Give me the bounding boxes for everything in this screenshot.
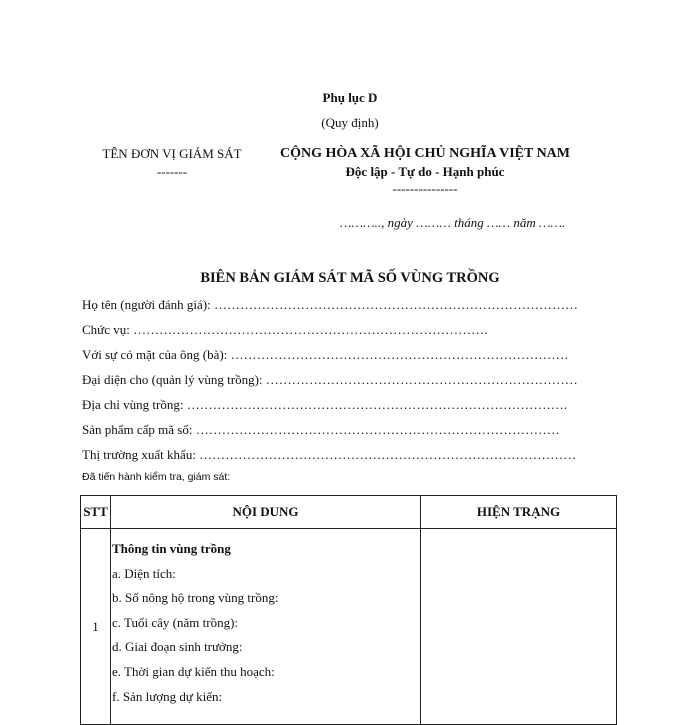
field-representative: Đại diện cho (quản lý vùng trồng): ……………………………………………………………… — [82, 372, 578, 387]
row-stt: 1 — [81, 529, 111, 725]
row-status — [421, 529, 617, 725]
national-motto: Độc lập - Tự do - Hạnh phúc — [345, 164, 505, 179]
field-address: Địa chỉ vùng trồng: ……………………………………………………………………………. — [82, 397, 567, 412]
header-stt: STT — [81, 496, 111, 529]
inspection-table-container — [80, 495, 617, 725]
table-header-row — [81, 496, 617, 529]
row-content — [111, 529, 421, 725]
date-line: ……….., ngày ……… tháng …… năm ……. — [340, 215, 566, 230]
header-content: NỘI DUNG — [111, 496, 421, 529]
motto-divider: --------------- — [392, 181, 458, 196]
supervising-unit-name: TÊN ĐƠN VỊ GIÁM SÁT — [102, 146, 242, 161]
group-title: Thông tin vùng trồng — [112, 541, 231, 556]
item-area: a. Diện tích: — [112, 565, 176, 581]
inspection-table — [80, 495, 617, 725]
appendix-subtitle: (Quy định) — [321, 115, 379, 130]
field-product: Sản phẩm cấp mã số: ………………………………………………………………………… — [82, 422, 560, 437]
item-plant-age: c. Tuổi cây (năm trồng): — [112, 614, 239, 630]
field-export-market: Thị trường xuất khẩu: …………………………………………………………………………… — [82, 447, 577, 462]
unit-divider: ------- — [156, 164, 188, 179]
item-harvest-time: e. Thời gian dự kiến thu hoạch: — [112, 663, 275, 679]
item-expected-yield: f. Sản lượng dự kiến: — [112, 688, 223, 704]
field-assessor-name: Họ tên (người đánh giá): ………………………………………………………………………… — [82, 297, 578, 312]
report-title: BIÊN BẢN GIÁM SÁT MÃ SỐ VÙNG TRỒNG — [200, 270, 500, 286]
inspection-intro: Đã tiến hành kiểm tra, giám sát: — [82, 471, 231, 483]
header-status: HIỆN TRẠNG — [421, 496, 617, 529]
item-growth-stage: d. Giai đoạn sinh trưởng: — [112, 639, 243, 655]
appendix-title: Phụ lục D — [322, 90, 378, 105]
field-presence: Với sự có mặt của ông (bà): …………………………………………………………………… — [82, 347, 569, 362]
field-position: Chức vụ: ………………………………………………………………………. — [82, 322, 488, 337]
nation-name: CỘNG HÒA XÃ HỘI CHỦ NGHĨA VIỆT NAM — [279, 146, 570, 161]
item-households: b. Số nông hộ trong vùng trồng: — [112, 590, 279, 606]
table-row — [81, 529, 617, 725]
